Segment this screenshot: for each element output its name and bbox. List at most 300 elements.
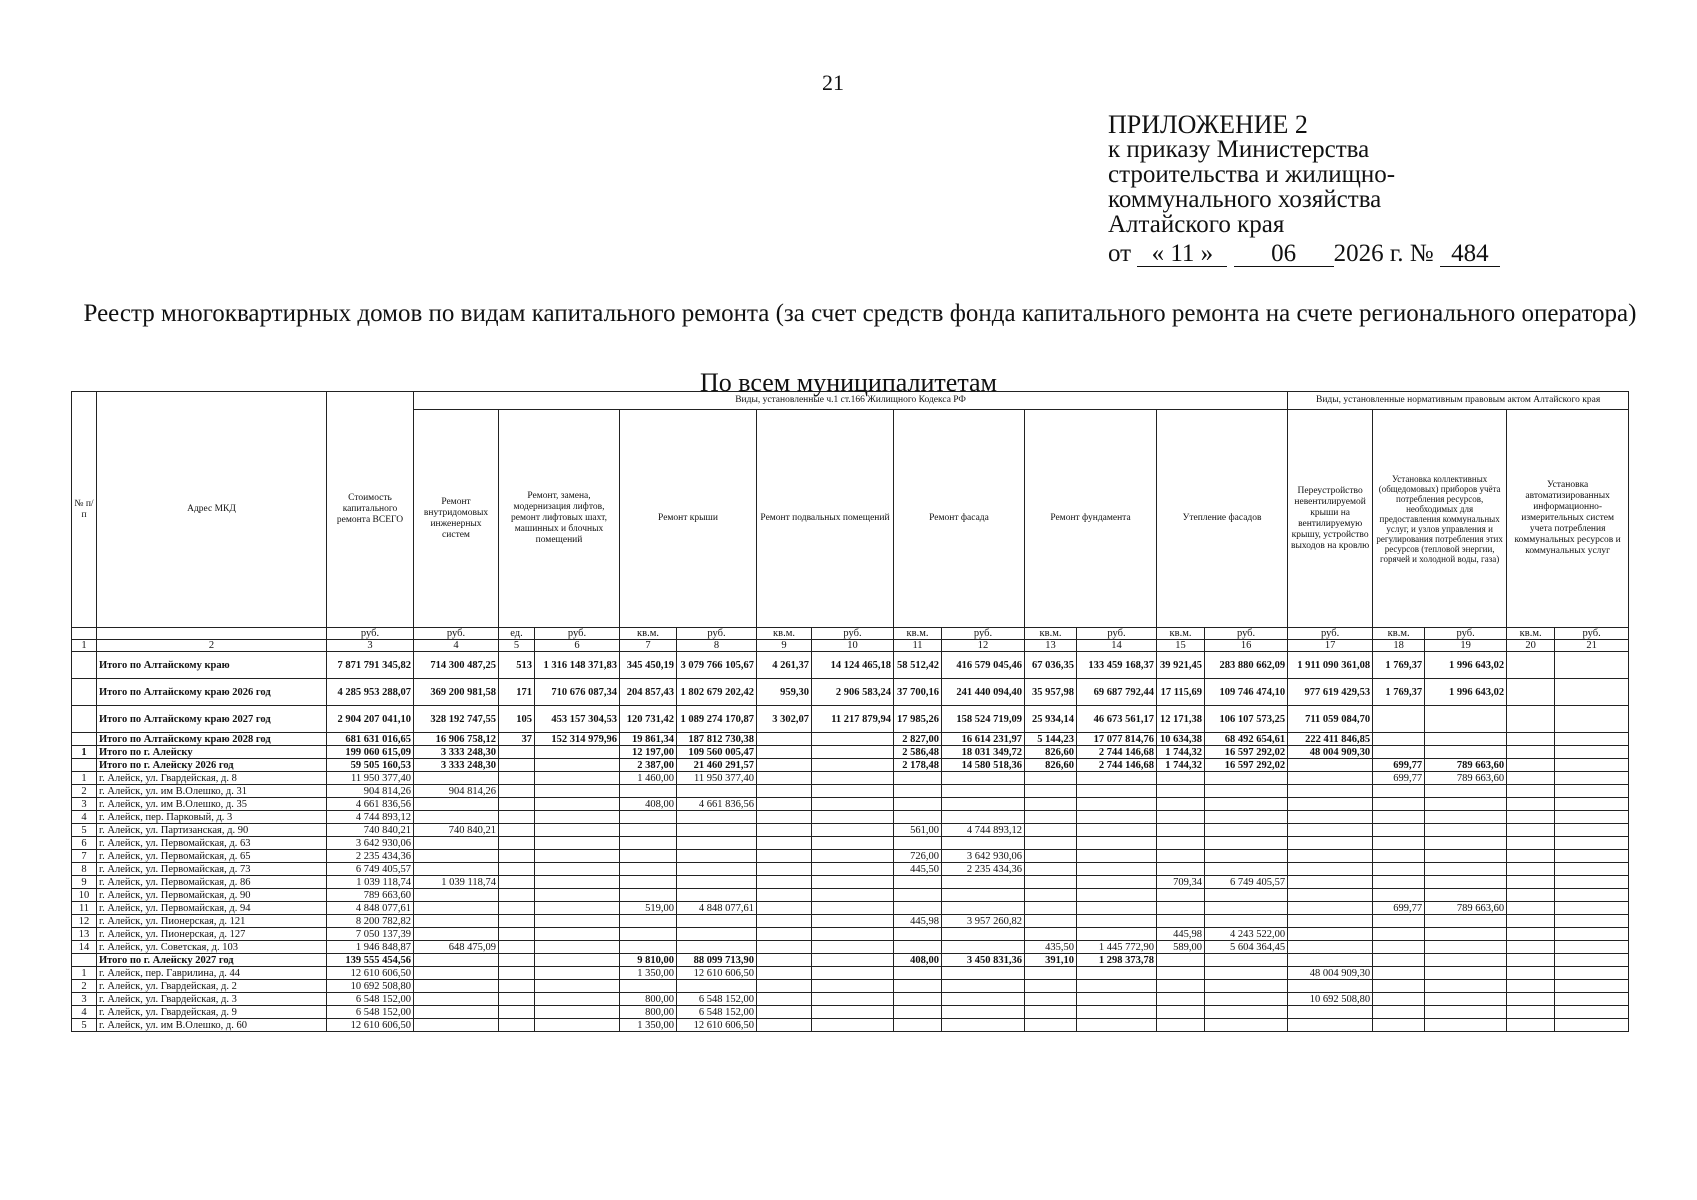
table-cell — [812, 980, 894, 993]
table-cell — [414, 902, 499, 915]
table-cell: 648 475,09 — [414, 941, 499, 954]
table-cell — [812, 733, 894, 746]
table-cell: 109 746 474,10 — [1205, 679, 1288, 706]
table-cell — [1157, 967, 1205, 980]
table-cell — [499, 1006, 535, 1019]
table-cell: 5 — [72, 1019, 97, 1032]
table-cell — [535, 980, 620, 993]
table-cell: Итого по Алтайскому краю 2026 год — [97, 679, 327, 706]
table-cell — [1025, 798, 1077, 811]
table-cell: 4 848 077,61 — [327, 902, 414, 915]
table-cell — [1555, 941, 1629, 954]
table-cell — [499, 876, 535, 889]
table-cell: 3 — [72, 798, 97, 811]
table-cell: 826,60 — [1025, 746, 1077, 759]
unit-cell: руб. — [1077, 628, 1157, 640]
table-cell: 2 744 146,68 — [1077, 746, 1157, 759]
table-cell: 6 548 152,00 — [327, 993, 414, 1006]
table-cell: 4 243 522,00 — [1205, 928, 1288, 941]
table-cell — [1555, 954, 1629, 967]
table-cell — [535, 798, 620, 811]
table-row — [72, 876, 1629, 889]
table-cell — [620, 863, 677, 876]
table-cell — [1425, 876, 1507, 889]
table-cell: 13 — [72, 928, 97, 941]
table-cell — [1373, 889, 1425, 902]
table-cell — [535, 1019, 620, 1032]
table-cell: 1 — [72, 772, 97, 785]
table-cell — [1205, 850, 1288, 863]
table-cell: 59 505 160,53 — [327, 759, 414, 772]
unit-cell: руб. — [1555, 628, 1629, 640]
table-cell — [620, 837, 677, 850]
table-cell — [1373, 850, 1425, 863]
table-cell: 4 848 077,61 — [677, 902, 757, 915]
table-cell — [535, 863, 620, 876]
table-cell: 67 036,35 — [1025, 652, 1077, 679]
table-cell — [812, 759, 894, 772]
table-cell: г. Алейск, пер. Гаврилина, д. 44 — [97, 967, 327, 980]
table-cell — [535, 837, 620, 850]
table-cell — [894, 811, 942, 824]
table-cell — [1555, 759, 1629, 772]
table-cell — [499, 889, 535, 902]
column-number-cell: 16 — [1205, 640, 1288, 652]
table-cell — [1157, 824, 1205, 837]
table-cell — [1077, 902, 1157, 915]
table-cell — [1077, 811, 1157, 824]
table-cell — [812, 772, 894, 785]
table-cell: 435,50 — [1025, 941, 1077, 954]
table-cell — [677, 928, 757, 941]
table-cell: 10 692 508,80 — [1288, 993, 1373, 1006]
table-cell: 17 115,69 — [1157, 679, 1205, 706]
table-cell — [1157, 954, 1205, 967]
unit-cell: руб. — [1425, 628, 1507, 640]
table-cell — [757, 863, 812, 876]
table-cell — [1373, 733, 1425, 746]
table-cell: 8 200 782,82 — [327, 915, 414, 928]
table-cell: 2 — [72, 785, 97, 798]
appendix-block — [1108, 112, 1500, 267]
table-cell: 681 631 016,65 — [327, 733, 414, 746]
table-cell — [1205, 811, 1288, 824]
table-cell: 48 004 909,30 — [1288, 746, 1373, 759]
table-cell: 14 124 465,18 — [812, 652, 894, 679]
column-number-cell: 2 — [97, 640, 327, 652]
table-cell — [620, 811, 677, 824]
table-cell — [1025, 1006, 1077, 1019]
table-cell: 16 597 292,02 — [1205, 746, 1288, 759]
table-cell: 16 906 758,12 — [414, 733, 499, 746]
table-cell: 6 749 405,57 — [1205, 876, 1288, 889]
unit-cell: руб. — [1288, 628, 1373, 640]
table-cell: 408,00 — [620, 798, 677, 811]
table-cell — [72, 733, 97, 746]
table-cell: г. Алейск, ул. Первомайская, д. 90 — [97, 889, 327, 902]
table-cell — [1077, 824, 1157, 837]
table-cell: 37 — [499, 733, 535, 746]
column-number-cell: 15 — [1157, 640, 1205, 652]
table-cell: 2 — [72, 980, 97, 993]
table-cell — [1425, 915, 1507, 928]
header-automation: Установка автоматизированных информационно-измерительных систем учета потребления коммунальных ресурсов и коммунальных услуг — [1507, 410, 1629, 628]
table-cell: 2 827,00 — [894, 733, 942, 746]
table-cell: 12 610 606,50 — [327, 1019, 414, 1032]
table-cell — [757, 733, 812, 746]
table-cell: 18 031 349,72 — [942, 746, 1025, 759]
table-row — [72, 863, 1629, 876]
table-cell: 69 687 792,44 — [1077, 679, 1157, 706]
column-number-cell: 5 — [499, 640, 535, 652]
table-cell — [499, 980, 535, 993]
page-number: 21 — [822, 70, 844, 95]
table-cell — [942, 798, 1025, 811]
table-cell — [677, 980, 757, 993]
table-cell — [1425, 1006, 1507, 1019]
table-row — [72, 928, 1629, 941]
table-cell — [1507, 733, 1555, 746]
table-cell — [1425, 889, 1507, 902]
table-cell — [1025, 1019, 1077, 1032]
unit-cell: руб. — [414, 628, 499, 640]
table-cell — [894, 798, 942, 811]
registry-table — [71, 391, 1629, 1032]
table-cell — [1555, 733, 1629, 746]
appendix-line: Алтайского края — [1108, 211, 1285, 238]
table-cell — [1425, 837, 1507, 850]
table-cell — [1373, 980, 1425, 993]
table-cell — [677, 915, 757, 928]
table-cell: 5 604 364,45 — [1205, 941, 1288, 954]
table-cell: 826,60 — [1025, 759, 1077, 772]
table-cell: 1 769,37 — [1373, 652, 1425, 679]
table-cell — [1288, 798, 1373, 811]
table-cell — [1507, 652, 1555, 679]
table-cell — [1555, 980, 1629, 993]
table-cell: г. Алейск, ул. Гвардейская, д. 3 — [97, 993, 327, 1006]
table-cell: 171 — [499, 679, 535, 706]
total-row — [72, 954, 1629, 967]
table-cell: 445,98 — [894, 915, 942, 928]
table-cell — [757, 1019, 812, 1032]
table-cell — [1157, 1006, 1205, 1019]
table-cell — [1157, 915, 1205, 928]
table-cell: Итого по г. Алейску 2027 год — [97, 954, 327, 967]
table-cell — [1555, 1019, 1629, 1032]
table-cell — [1205, 798, 1288, 811]
table-cell — [1205, 863, 1288, 876]
table-cell: г. Алейск, ул. им В.Олешко, д. 31 — [97, 785, 327, 798]
table-cell — [535, 928, 620, 941]
table-cell: 25 934,14 — [1025, 706, 1077, 733]
table-cell — [499, 850, 535, 863]
table-cell: 241 440 094,40 — [942, 679, 1025, 706]
table-cell — [942, 772, 1025, 785]
table-cell: 1 946 848,87 — [327, 941, 414, 954]
appendix-line: строительства и жилищно- — [1108, 161, 1396, 188]
table-cell — [812, 954, 894, 967]
table-cell: 5 — [72, 824, 97, 837]
table-cell — [414, 772, 499, 785]
table-cell — [499, 785, 535, 798]
table-row — [72, 915, 1629, 928]
table-cell — [620, 941, 677, 954]
table-cell: 2 904 207 041,10 — [327, 706, 414, 733]
table-cell — [414, 889, 499, 902]
table-cell: 10 — [72, 889, 97, 902]
table-cell — [620, 785, 677, 798]
unit-cell: кв.м. — [1025, 628, 1077, 640]
table-cell: 14 580 518,36 — [942, 759, 1025, 772]
table-cell — [414, 798, 499, 811]
table-cell: 222 411 846,85 — [1288, 733, 1373, 746]
table-cell: 3 957 260,82 — [942, 915, 1025, 928]
table-cell — [1025, 889, 1077, 902]
table-cell: 4 285 953 288,07 — [327, 679, 414, 706]
table-cell — [72, 652, 97, 679]
unit-cell: кв.м. — [757, 628, 812, 640]
table-cell: 11 — [72, 902, 97, 915]
table-cell — [1373, 954, 1425, 967]
table-cell: 2 906 583,24 — [812, 679, 894, 706]
table-cell — [499, 798, 535, 811]
table-cell — [677, 850, 757, 863]
table-cell — [757, 876, 812, 889]
table-cell — [1425, 967, 1507, 980]
table-cell — [1425, 993, 1507, 1006]
table-cell: 12 — [72, 915, 97, 928]
table-cell: 12 610 606,50 — [677, 967, 757, 980]
table-cell — [535, 759, 620, 772]
table-cell: 513 — [499, 652, 535, 679]
table-cell — [1157, 811, 1205, 824]
table-cell — [942, 967, 1025, 980]
table-cell: 2 235 434,36 — [942, 863, 1025, 876]
table-cell — [894, 941, 942, 954]
table-cell — [812, 746, 894, 759]
table-cell — [1373, 915, 1425, 928]
table-cell: 12 610 606,50 — [327, 967, 414, 980]
table-cell: 152 314 979,96 — [535, 733, 620, 746]
table-cell: 2 178,48 — [894, 759, 942, 772]
table-cell: Итого по Алтайскому краю — [97, 652, 327, 679]
table-cell — [414, 837, 499, 850]
table-cell — [757, 824, 812, 837]
table-cell: 11 950 377,40 — [677, 772, 757, 785]
table-cell — [414, 980, 499, 993]
table-cell — [1077, 772, 1157, 785]
table-cell — [1025, 824, 1077, 837]
table-cell: 2 235 434,36 — [327, 850, 414, 863]
table-cell — [1373, 993, 1425, 1006]
table-cell: г. Алейск, ул. Пионерская, д. 127 — [97, 928, 327, 941]
table-cell — [620, 824, 677, 837]
table-cell: 21 460 291,57 — [677, 759, 757, 772]
table-cell: 39 921,45 — [1157, 652, 1205, 679]
header-foundation: Ремонт фундамента — [1025, 410, 1157, 628]
header-cost-total: Стоимость капитального ремонта ВСЕГО — [327, 392, 414, 628]
table-cell — [894, 837, 942, 850]
total-row — [72, 733, 1629, 746]
unit-cell: руб. — [327, 628, 414, 640]
column-number-cell: 20 — [1507, 640, 1555, 652]
table-cell — [677, 837, 757, 850]
table-cell — [1205, 902, 1288, 915]
table-cell: 4 744 893,12 — [942, 824, 1025, 837]
table-cell: 7 871 791 345,82 — [327, 652, 414, 679]
table-cell — [1425, 863, 1507, 876]
table-cell: г. Алейск, ул. Пионерская, д. 121 — [97, 915, 327, 928]
table-cell: 3 — [72, 993, 97, 1006]
table-cell: 139 555 454,56 — [327, 954, 414, 967]
table-cell — [72, 759, 97, 772]
table-cell — [812, 863, 894, 876]
header-num: № п/п — [72, 392, 97, 628]
table-cell: 46 673 561,17 — [1077, 706, 1157, 733]
table-cell — [1157, 772, 1205, 785]
table-cell: 1 744,32 — [1157, 759, 1205, 772]
table-cell — [1373, 811, 1425, 824]
table-cell — [942, 811, 1025, 824]
table-cell: 11 950 377,40 — [327, 772, 414, 785]
table-cell: 1 298 373,78 — [1077, 954, 1157, 967]
table-cell — [499, 941, 535, 954]
table-cell: 699,77 — [1373, 759, 1425, 772]
table-cell — [1507, 1019, 1555, 1032]
table-cell — [620, 915, 677, 928]
table-cell — [1507, 1006, 1555, 1019]
table-cell — [1507, 967, 1555, 980]
table-cell: 9 — [72, 876, 97, 889]
column-number-cell: 4 — [414, 640, 499, 652]
table-cell — [1077, 928, 1157, 941]
table-cell: 19 861,34 — [620, 733, 677, 746]
table-cell: г. Алейск, пер. Парковый, д. 3 — [97, 811, 327, 824]
table-cell — [1373, 1019, 1425, 1032]
table-cell — [1507, 941, 1555, 954]
table-cell — [1288, 785, 1373, 798]
table-cell — [1555, 928, 1629, 941]
table-cell — [1025, 785, 1077, 798]
table-cell — [1507, 706, 1555, 733]
table-cell: 2 387,00 — [620, 759, 677, 772]
table-cell — [1025, 863, 1077, 876]
table-cell: 714 300 487,25 — [414, 652, 499, 679]
table-cell — [1288, 811, 1373, 824]
table-cell — [812, 811, 894, 824]
table-cell — [535, 746, 620, 759]
table-cell — [1425, 954, 1507, 967]
table-cell — [894, 928, 942, 941]
table-cell — [1025, 837, 1077, 850]
table-cell: 16 597 292,02 — [1205, 759, 1288, 772]
total-row — [72, 759, 1629, 772]
unit-cell — [97, 628, 327, 640]
order-date-line — [1108, 241, 1500, 267]
table-cell: 789 663,60 — [1425, 759, 1507, 772]
table-cell: г. Алейск, ул. Гвардейская, д. 9 — [97, 1006, 327, 1019]
table-cell — [1425, 850, 1507, 863]
table-cell: 1 996 643,02 — [1425, 652, 1507, 679]
table-cell — [1205, 837, 1288, 850]
table-cell — [1288, 824, 1373, 837]
column-number-cell: 1 — [72, 640, 97, 652]
table-cell — [1025, 876, 1077, 889]
table-cell: 710 676 087,34 — [535, 679, 620, 706]
table-cell — [942, 785, 1025, 798]
table-row — [72, 993, 1629, 1006]
table-cell — [1157, 902, 1205, 915]
column-number-cell: 18 — [1373, 640, 1425, 652]
table-cell — [1555, 785, 1629, 798]
table-cell: 726,00 — [894, 850, 942, 863]
table-cell — [1205, 967, 1288, 980]
header-group-federal: Виды, установленные ч.1 ст.166 Жилищного Кодекса РФ — [414, 392, 1288, 410]
table-cell — [1077, 785, 1157, 798]
table-row — [72, 785, 1629, 798]
table-cell: 14 — [72, 941, 97, 954]
table-cell: 6 — [72, 837, 97, 850]
table-cell — [1373, 928, 1425, 941]
table-cell — [499, 967, 535, 980]
table-cell — [1205, 824, 1288, 837]
table-cell: г. Алейск, ул. Гвардейская, д. 2 — [97, 980, 327, 993]
table-cell — [757, 772, 812, 785]
column-number-cell: 11 — [894, 640, 942, 652]
table-cell — [535, 876, 620, 889]
table-cell — [894, 993, 942, 1006]
table-cell — [620, 850, 677, 863]
table-cell — [1507, 889, 1555, 902]
table-cell — [1425, 798, 1507, 811]
table-cell: 800,00 — [620, 993, 677, 1006]
table-cell — [1157, 993, 1205, 1006]
table-cell: 6 749 405,57 — [327, 863, 414, 876]
table-cell: г. Алейск, ул. им В.Олешко, д. 35 — [97, 798, 327, 811]
table-cell — [1025, 772, 1077, 785]
unit-cell: руб. — [535, 628, 620, 640]
table-cell — [1205, 785, 1288, 798]
table-cell — [1507, 785, 1555, 798]
table-cell — [812, 967, 894, 980]
table-cell — [894, 967, 942, 980]
table-cell: г. Алейск, ул. Первомайская, д. 65 — [97, 850, 327, 863]
table-cell — [1555, 837, 1629, 850]
table-cell: 4 — [72, 811, 97, 824]
table-cell — [757, 798, 812, 811]
table-cell — [757, 759, 812, 772]
table-cell — [1507, 772, 1555, 785]
table-cell — [812, 785, 894, 798]
table-cell: г. Алейск, ул. Первомайская, д. 94 — [97, 902, 327, 915]
table-cell — [1077, 915, 1157, 928]
table-cell — [1507, 759, 1555, 772]
table-cell — [677, 876, 757, 889]
document-title: Реестр многоквартирных домов по видам капитального ремонта (за счет средств фонда капитального ремонта на счете регионального оператора) — [83, 300, 1637, 327]
table-row — [72, 837, 1629, 850]
table-cell — [1373, 798, 1425, 811]
unit-cell: руб. — [812, 628, 894, 640]
table-cell — [757, 928, 812, 941]
table-cell: 1 039 118,74 — [414, 876, 499, 889]
table-cell — [942, 1006, 1025, 1019]
unit-cell: кв.м. — [620, 628, 677, 640]
table-cell: 6 548 152,00 — [327, 1006, 414, 1019]
table-cell — [1555, 889, 1629, 902]
unit-cell: ед. — [499, 628, 535, 640]
table-row — [72, 772, 1629, 785]
